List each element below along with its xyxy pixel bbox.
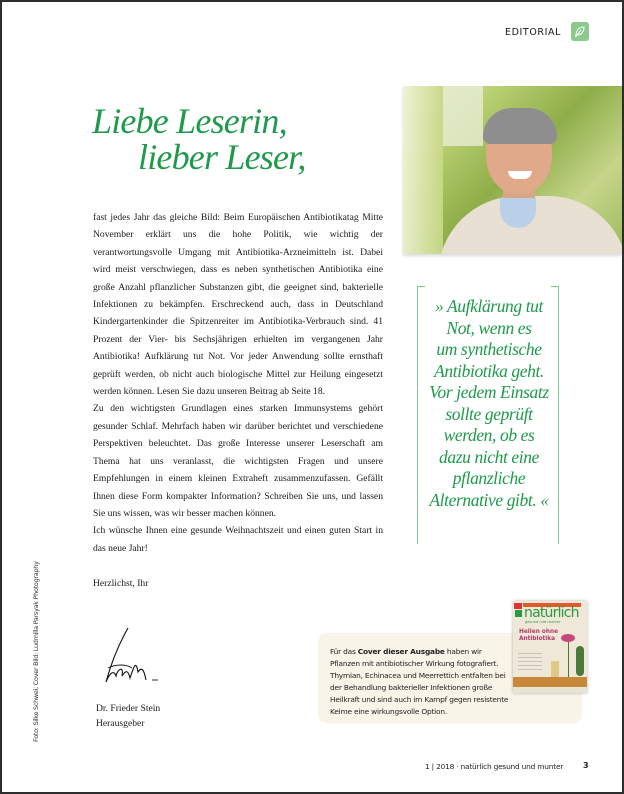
headline-line-1: Liebe Leserin, [92,101,287,141]
editorial-body [93,209,383,592]
pull-quote-text [425,296,553,511]
body-paragraph: Ich wünsche Ihnen eine gesunde Weihnachtszeit und einen guten Start in das neue Jahr! [93,525,383,554]
section-label: EDITORIAL [505,27,561,38]
pull-quote-line: sollte geprüft [445,403,533,424]
pull-quote [417,286,559,544]
pull-quote-line: » Aufklärung tut [435,296,543,316]
body-paragraph: Zu den wichtigsten Grundlagen eines starken Immunsystems gehört gesunder Schlaf. Mehrfach haben wir darüber berichtet und verschiedene Perspektiven beleuchtet. Das große Interesse unserer Leserschaft am Thema hat uns veranlasst, die wichtigsten Fragen und unsere Empfehlungen in einem kleinen Extraheft zusammenzufassen. Gefällt Ihnen diese Form kompakter Information? Schreiben Sie uns, und lassen Sie uns wissen, was wir besser machen können. [93,403,383,519]
cover-magazine-title: natürlich [524,605,579,621]
editorial-headline [92,103,306,175]
headline-line-2: lieber Leser, [138,137,306,177]
pull-quote-line: um synthetische [436,339,542,359]
signature-block [96,701,160,731]
pull-quote-line: werden, ob es [443,425,535,445]
photo-credit: Foto: Silke Schwei; Cover Bild: Ludmilla Parsyak Photography [32,561,40,742]
cover-note-bold: Cover dieser Ausgabe [357,647,445,656]
cover-note-prefix: Für das [330,647,358,656]
cover-headline: Heilen ohne Antibiotika [519,629,559,642]
pull-quote-line: Alternative gibt. « [429,489,549,510]
footer-issue: 1 | 2018 · natürlich gesund und munter [425,762,564,771]
pull-quote-line: Vor jedem Einsatz [429,382,549,402]
handwritten-signature [96,620,186,690]
magazine-cover-thumbnail [513,601,587,693]
cover-magazine-subtitle: gesund und munter [525,620,561,624]
pull-quote-line: pflanzliche [452,468,526,488]
pull-quote-line: dazu nicht eine [439,446,539,467]
signer-role: Herausgeber [96,718,145,729]
signer-name: Dr. Frieder Stein [96,703,161,714]
editor-portrait-photo [403,86,622,254]
pull-quote-line: Not, wenn es [446,317,532,338]
page-number: 3 [583,761,589,770]
cover-note-text [330,646,510,718]
pull-quote-line: Antibiotika geht. [434,360,544,381]
closing-line: Herzlichst, Ihr [93,577,149,589]
body-paragraph: fast jedes Jahr das gleiche Bild: Beim Europäischen Antibiotikatag Mitte November erklärt uns die hohe Politik, wie wichtig der verantwortungsvolle Umgang mit Antibiotika-Arzneimitteln ist. Dabei wird meist verschwiegen, dass es neben synthetischen Antibiotika eine große Anzahl pflanzlicher Substanzen gibt, die geeignet sind, bakterielle Infektionen zu bekämpfen. Erschreckend auch, dass in Deutschland Kindergartenkinder die Spitzenreiter im Antibiotika-Verbrauch sind. 41 Prozent der Vier- bis Sechsjährigen erhielten im vergangenen Jahr Antibiotika! Aufklärung tut Not. Vor jeder Anwendung sollte ernsthaft geprüft werden, ob nicht auch biologische Mittel zur Heilung eingesetzt werden können. Lesen Sie dazu unseren Beitrag ab Seite 18. [93,212,383,398]
cover-note-suffix: haben wir Pflanzen mit antibiotischer Wirkung fotografiert. Thymian, Echinacea und Meerrettich entfalten bei der Behandlung bakterieller Infektionen große Heilkraft und sind auch im Kampf gegen resistente Keime eine wirkungsvolle Option. [330,647,509,716]
leaf-icon [571,22,589,41]
